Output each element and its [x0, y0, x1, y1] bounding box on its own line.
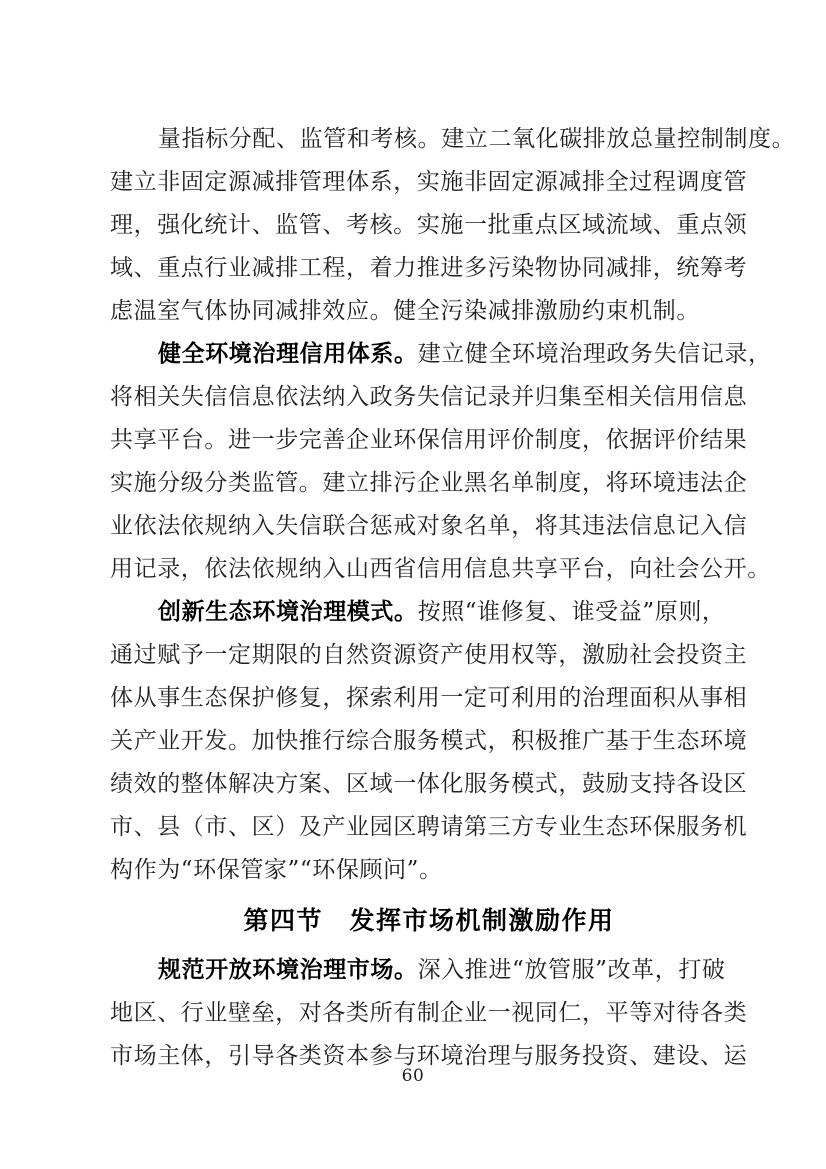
paragraph [110, 118, 796, 333]
text-line: 体从事生态保护修复，探索利用一定可利用的治理面积从事相 [110, 685, 748, 711]
first-line-text: 深入推进“放管服”改革，打破 [417, 957, 726, 983]
text-line: 共享平台。进一步完善企业环保信用评价制度，依据评价结果 [110, 427, 748, 453]
text-line: 构作为“环保管家”“环保顾问”。 [110, 857, 443, 883]
paragraph [110, 591, 748, 892]
text-line: 绩效的整体解决方案、区域一体化服务模式，鼓励支持各设区 [110, 771, 748, 797]
text-line: 将相关失信信息依法纳入政务失信记录并归集至相关信用信息 [110, 384, 748, 410]
bold-lead: 健全环境治理信用体系。 [158, 341, 418, 367]
text-line [110, 118, 796, 161]
text-line: 通过赋予一定期限的自然资源资产使用权等，激励社会投资主 [110, 642, 748, 668]
text-line [110, 333, 772, 376]
text-line: 建立非固定源减排管理体系，实施非固定源减排全过程调度管 [110, 169, 748, 195]
text-line: 市场主体，引导各类资本参与环境治理与服务投资、建设、运 [110, 1043, 748, 1069]
paragraph [110, 949, 748, 1078]
text-line: 虑温室气体协同减排效应。健全污染减排激励约束机制。 [110, 298, 700, 324]
first-line-text: 量指标分配、监管和考核。建立二氧化碳排放总量控制制度。 [158, 126, 796, 152]
text-line: 用记录，依法依规纳入山西省信用信息共享平台，向社会公开。 [110, 556, 771, 582]
text-line: 地区、行业壁垒，对各类所有制企业一视同仁，平等对待各类 [110, 1000, 748, 1026]
bold-lead: 规范开放环境治理市场。 [158, 957, 418, 983]
first-line-text: 建立健全环境治理政务失信记录， [417, 341, 772, 367]
text-line: 关产业开发。加快推行综合服务模式，积极推广基于生态环境 [110, 728, 748, 754]
bold-lead: 创新生态环境治理模式。 [158, 599, 418, 625]
text-line: 理，强化统计、监管、考核。实施一批重点区域流域、重点领 [110, 212, 748, 238]
text-line: 市、县（市、区）及产业园区聘请第三方专业生态环保服务机 [110, 814, 748, 840]
paragraph [110, 333, 772, 591]
first-line-text: 按照“谁修复、谁受益”原则， [417, 599, 726, 625]
text-line: 业依法依规纳入失信联合惩戒对象名单，将其违法信息记入信 [110, 513, 748, 539]
text-line [110, 949, 748, 992]
text-line [110, 591, 748, 634]
section-heading: 第四节 发挥市场机制激励作用 [243, 906, 615, 935]
text-line: 域、重点行业减排工程，着力推进多污染物协同减排，统筹考 [110, 255, 748, 281]
page-number: 60 [401, 1066, 425, 1086]
text-line: 实施分级分类监管。建立排污企业黑名单制度，将环境违法企 [110, 470, 748, 496]
document-body [110, 118, 796, 1078]
